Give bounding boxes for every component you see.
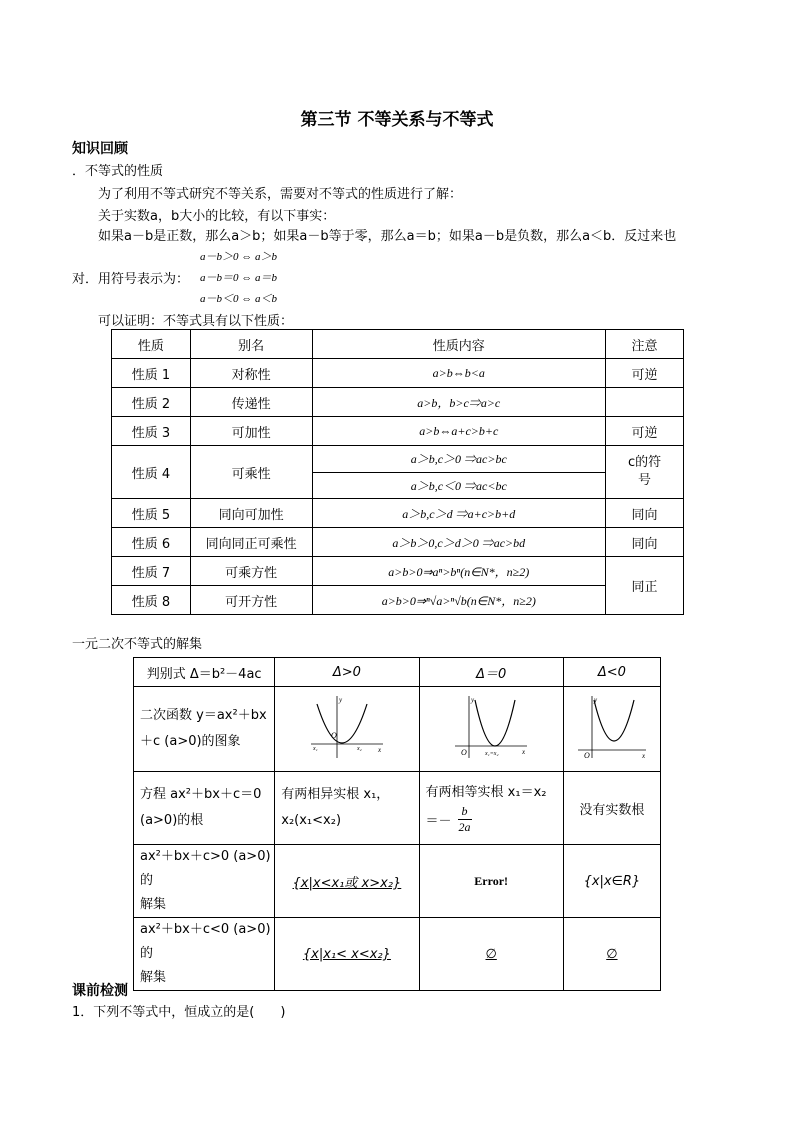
section-heading-review: 知识回顾 — [72, 141, 128, 157]
property-content-a: a＞b,c＞0 ⇒ac>bc — [410, 452, 507, 467]
fraction-denominator: 2a — [458, 819, 471, 834]
roots-line: x₂(x₁<x₂) — [281, 813, 342, 828]
table-row — [112, 359, 684, 388]
roots-cell: 没有实数根 — [563, 772, 660, 845]
roots-line: 有两相异实根 x₁， — [281, 787, 390, 802]
paragraph-3: 如果a－b是正数，那么a＞b；如果a－b等于零，那么a＝b；如果a－b是负数，那么a＜b．反过来也 — [98, 229, 677, 244]
subheading-properties: ．不等式的性质 — [72, 164, 164, 179]
property-alias: 同向同正可乘性 — [190, 528, 312, 557]
property-content-b: a＞b,c＜0 ⇒ac<bc — [313, 472, 606, 499]
property-note: 同正 — [606, 557, 684, 615]
root-label-x2: x₂ — [356, 746, 362, 752]
graph-cell — [275, 687, 419, 772]
property-note: 可逆 — [606, 359, 684, 388]
axis-label-x: x — [522, 748, 526, 756]
property-content: a>b，b>c⇒a>c — [312, 388, 606, 417]
row-label — [134, 918, 275, 991]
graph-cell — [419, 687, 563, 772]
paragraph-2: 关于实数a，b大小的比较，有以下事实： — [98, 209, 336, 224]
header-cell: 注意 — [606, 330, 684, 359]
fraction — [458, 804, 472, 835]
row-label-line: ax²＋bx＋c<0 (a>0)的 — [140, 922, 271, 961]
table-header-row — [112, 330, 684, 359]
paragraph-1: 为了利用不等式研究不等关系，需要对不等式的性质进行了解： — [98, 187, 463, 202]
root-label-x12: x₁=x₂ — [485, 751, 499, 757]
property-note: c的符号 — [606, 446, 684, 499]
table-row — [134, 772, 661, 845]
axis-label-x: x — [641, 752, 645, 760]
property-alias: 对称性 — [190, 359, 312, 388]
table-row — [112, 388, 684, 417]
header-cell: 性质内容 — [312, 330, 606, 359]
property-name: 性质 1 — [112, 359, 191, 388]
property-name: 性质 6 — [112, 528, 191, 557]
property-content: a>b>0⇒aⁿ>bⁿ(n∈N*，n≥2) — [312, 557, 606, 586]
roots-line: 有两相等实根 x₁＝x₂ — [425, 784, 547, 800]
row-label — [134, 845, 275, 918]
header-cell: Δ<0 — [563, 658, 660, 687]
property-name: 性质 3 — [112, 417, 191, 446]
row-label-line: (a>0)的根 — [140, 813, 204, 828]
paragraph-5: 可以证明：不等式具有以下性质： — [98, 314, 294, 329]
parabola-one-root-graph — [451, 692, 531, 762]
table-row — [112, 446, 684, 499]
axis-label-x: x — [377, 746, 381, 754]
subheading-quadratic: 一元二次不等式的解集 — [72, 637, 203, 652]
roots-formula — [426, 804, 563, 835]
row-label-line: ＋c (a>0)的图象 — [140, 734, 241, 749]
table-row — [112, 557, 684, 586]
solution-set: {x|x₁< x<x₂} — [275, 918, 419, 991]
property-content-split — [312, 446, 606, 499]
relation-1: a－b＞0 ⇔ a＞b — [200, 251, 277, 263]
property-name: 性质 8 — [112, 586, 191, 615]
paragraph-4-prefix: 对．用符号表示为： — [72, 272, 190, 287]
row-label — [134, 772, 275, 845]
properties-table — [111, 329, 684, 615]
property-note: 同向 — [606, 528, 684, 557]
relation-2: a－b＝0 ⇔ a＝b — [200, 272, 277, 284]
origin-label: O — [330, 731, 337, 740]
table-header-row — [134, 658, 661, 687]
table-row — [112, 499, 684, 528]
header-cell: Δ>0 — [275, 658, 419, 687]
row-label — [134, 687, 275, 772]
property-alias: 可开方性 — [190, 586, 312, 615]
row-label-line: 解集 — [140, 897, 167, 912]
table-row — [134, 845, 661, 918]
property-note: 可逆 — [606, 417, 684, 446]
row-label-line: 方程 ax²＋bx＋c＝0 — [140, 787, 262, 802]
header-cell: 判别式 Δ＝b²－4ac — [134, 658, 275, 687]
relation-3: a－b＜0 ⇔ a＜b — [200, 293, 277, 305]
roots-cell — [419, 772, 563, 845]
row-label-line: ax²＋bx＋c>0 (a>0)的 — [140, 849, 271, 888]
minus-sign: ＝－ — [425, 813, 452, 829]
property-content: a>b⇔a+c>b+c — [312, 417, 606, 446]
header-cell: Δ＝0 — [419, 658, 563, 687]
property-note: 同向 — [606, 499, 684, 528]
property-name: 性质 7 — [112, 557, 191, 586]
header-cell: 别名 — [190, 330, 312, 359]
table-row — [112, 417, 684, 446]
property-alias: 传递性 — [190, 388, 312, 417]
property-note — [606, 388, 684, 417]
axis-label-y: y — [338, 696, 342, 704]
axis-label-y: y — [471, 696, 475, 704]
fraction-numerator: b — [458, 804, 472, 820]
solution-set: {x|x∈R} — [563, 845, 660, 918]
property-alias: 可乘方性 — [190, 557, 312, 586]
table-row — [112, 528, 684, 557]
table-row — [112, 586, 684, 615]
solution-set: {x|x<x₁或 x>x₂} — [275, 845, 419, 918]
axis-label-y: y — [593, 696, 597, 704]
solution-set-empty: ∅ — [419, 918, 563, 991]
table-row — [134, 687, 661, 772]
solution-set-empty: ∅ — [563, 918, 660, 991]
origin-label: O — [583, 751, 590, 760]
header-cell: 性质 — [112, 330, 191, 359]
property-name: 性质 4 — [112, 446, 191, 499]
graph-cell — [563, 687, 660, 772]
property-content: a>b⇔b<a — [312, 359, 606, 388]
row-label-line: 解集 — [140, 970, 167, 985]
property-alias: 可乘性 — [190, 446, 312, 499]
parabola-two-roots-graph — [307, 692, 387, 762]
table-row — [134, 918, 661, 991]
property-name: 性质 5 — [112, 499, 191, 528]
property-alias: 同向可加性 — [190, 499, 312, 528]
property-content: a＞b,c＞d ⇒a+c>b+d — [312, 499, 606, 528]
question-1: 1．下列不等式中，恒成立的是( ) — [72, 1005, 286, 1020]
property-alias: 可加性 — [190, 417, 312, 446]
root-label-x1: x₁ — [312, 746, 318, 752]
quadratic-table — [133, 657, 661, 991]
parabola-no-root-graph — [572, 692, 652, 762]
property-name: 性质 2 — [112, 388, 191, 417]
origin-label: O — [461, 748, 467, 757]
property-content: a＞b＞0,c＞d＞0 ⇒ac>bd — [312, 528, 606, 557]
page-title: 第三节 不等关系与不等式 — [300, 110, 494, 130]
property-content: a>b>0⇒ⁿ√a>ⁿ√b(n∈N*，n≥2) — [312, 586, 606, 615]
row-label-line: 二次函数 y＝ax²＋bx — [140, 708, 267, 723]
section-heading-pretest: 课前检测 — [72, 983, 128, 999]
roots-cell — [275, 772, 419, 845]
solution-set-error: Error! — [419, 845, 563, 918]
